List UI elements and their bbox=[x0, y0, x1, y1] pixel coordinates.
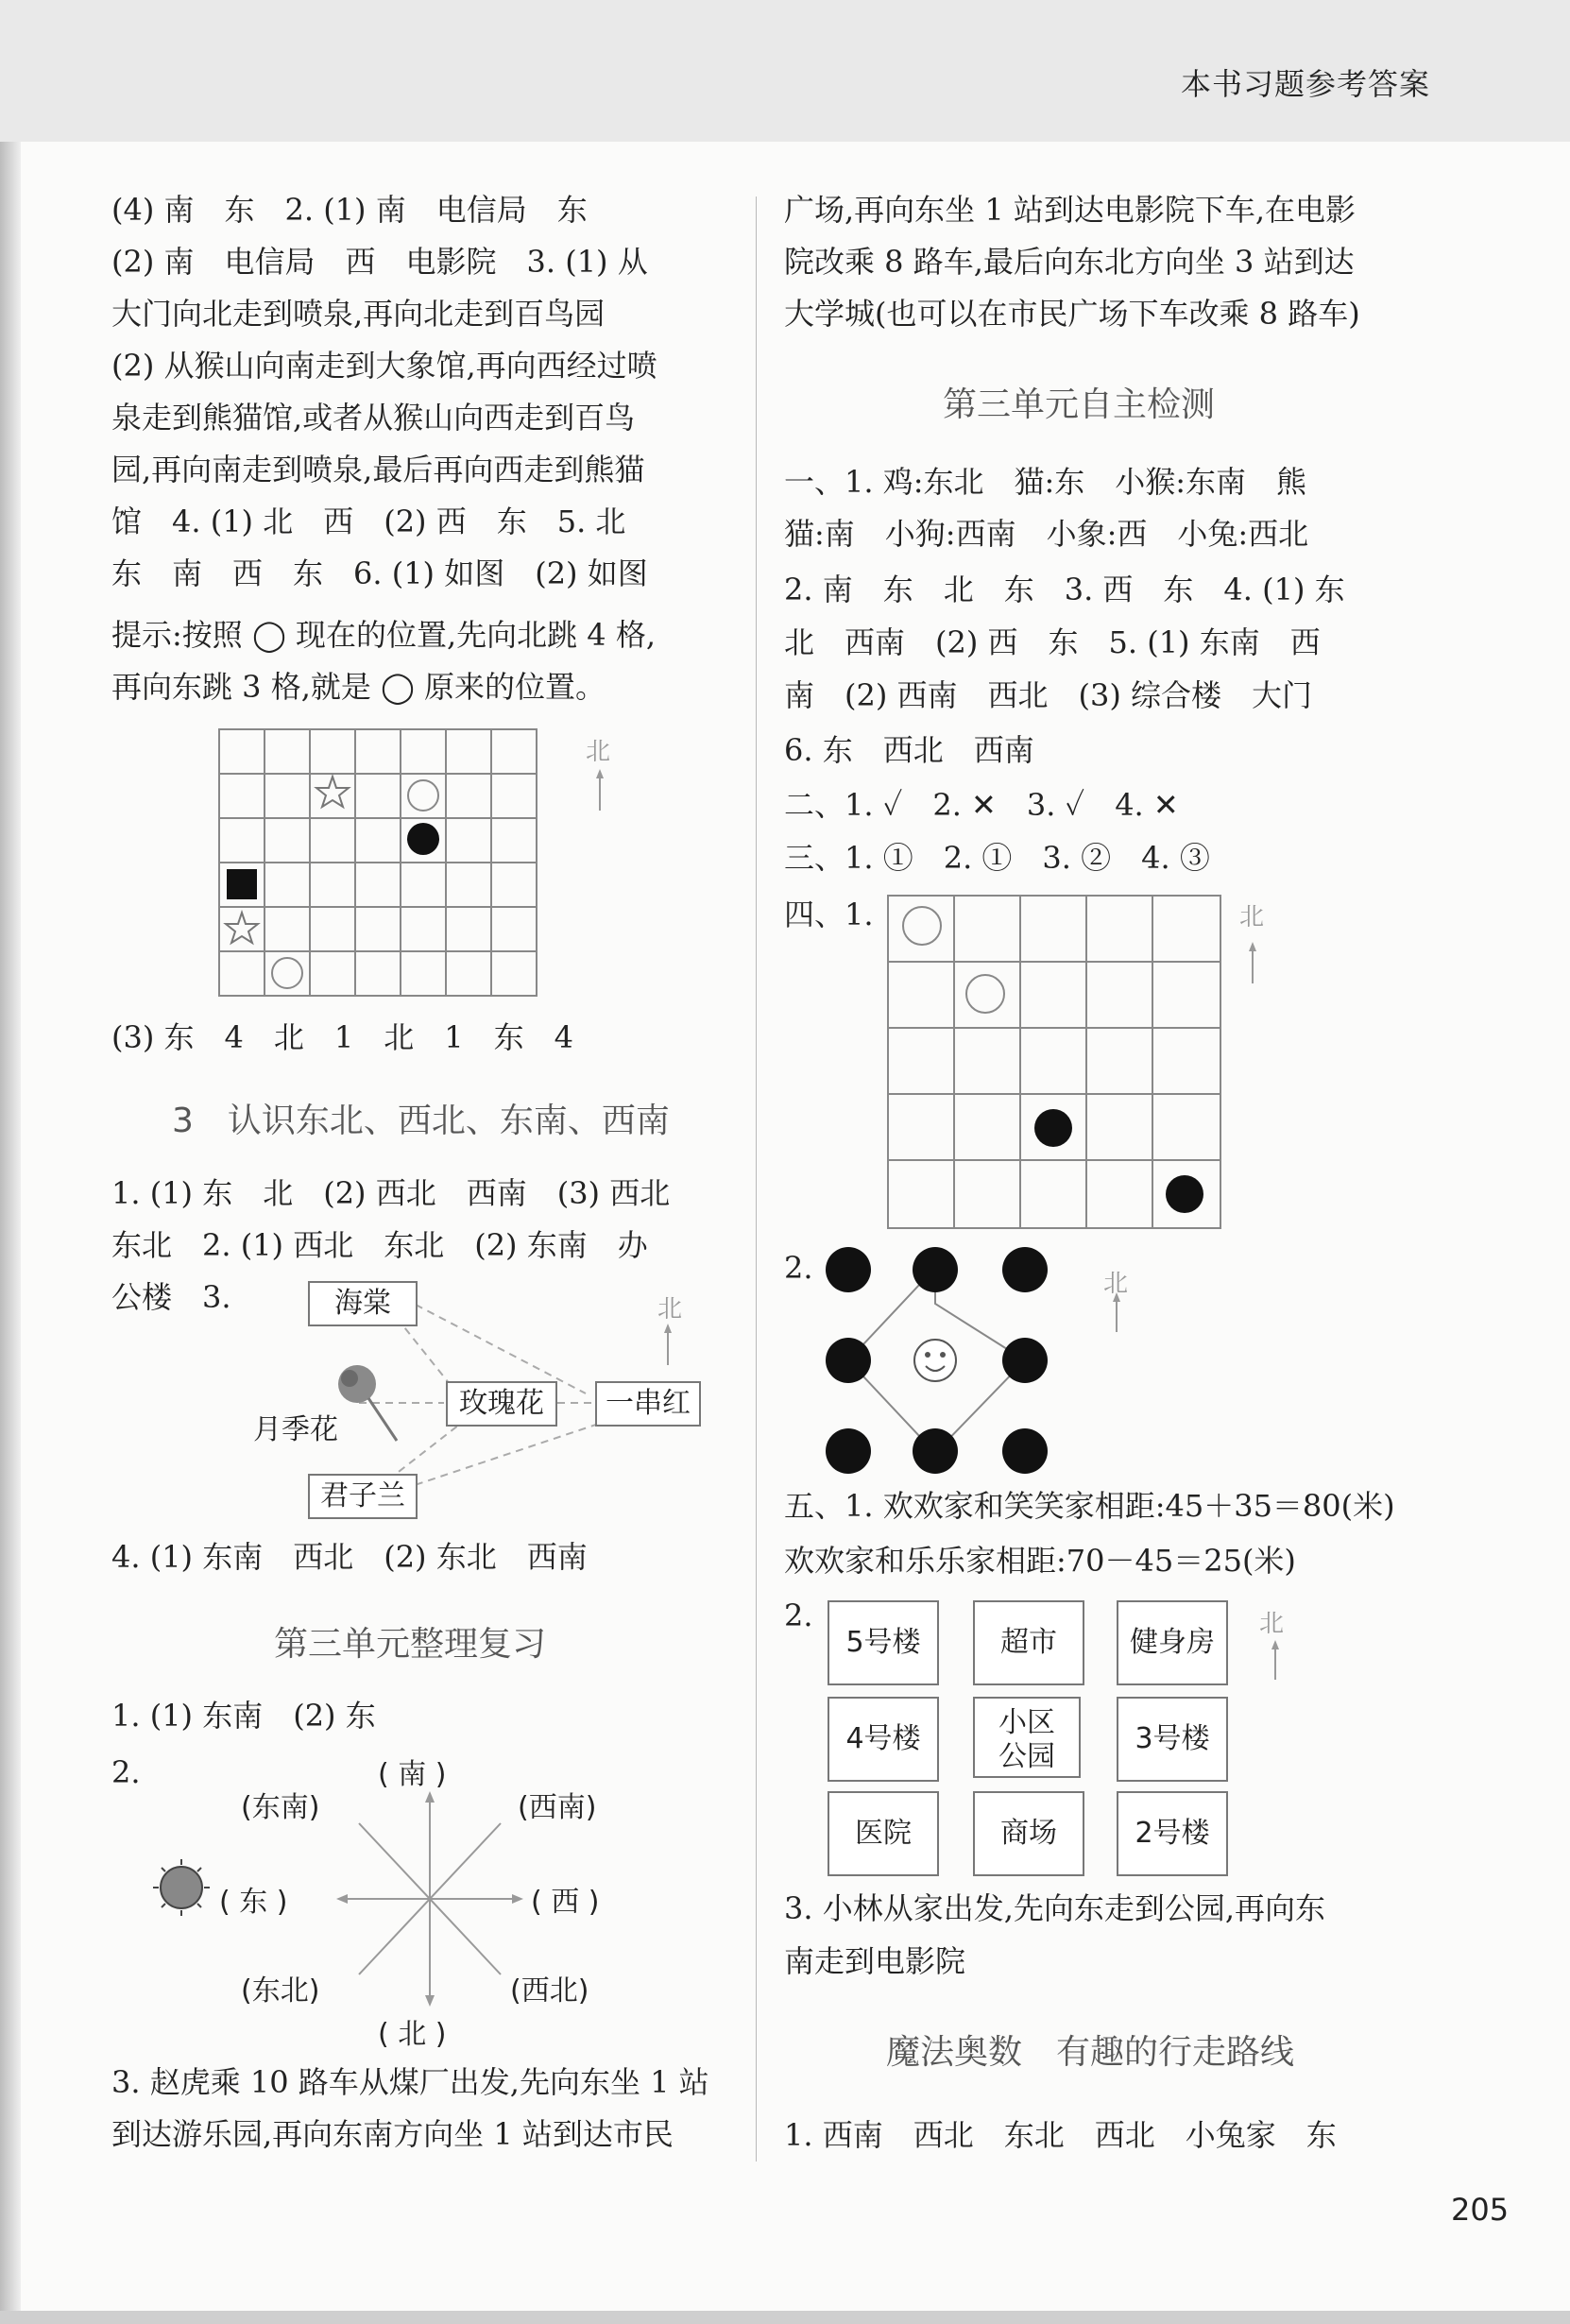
open-circle-icon bbox=[966, 975, 1004, 1013]
section3-line-1: 1. (1) 东 北 (2) 西北 西南 (3) 西北 bbox=[111, 1175, 671, 1211]
building-north-label: 北 bbox=[1259, 1610, 1285, 1638]
review-q1: 1. (1) 东南 (2) 东 bbox=[111, 1698, 376, 1734]
right-line-2: 院改乘 8 路车,最后向东北方向坐 3 站到达 bbox=[784, 244, 1355, 280]
left-line-9: 提示:按照 ◯ 现在的位置,先向北跳 4 格, bbox=[111, 617, 656, 653]
page-number: 205 bbox=[1451, 2192, 1510, 2228]
black-dot-icon bbox=[1166, 1175, 1203, 1213]
page-header-title: 本书习题参考答案 bbox=[1180, 66, 1430, 102]
map-box-yichuanhong: 一串红 bbox=[595, 1381, 701, 1427]
left-line-1: (4) 南 东 2. (1) 南 电信局 东 bbox=[111, 192, 588, 228]
dots-north-label: 北 bbox=[1103, 1270, 1129, 1298]
left-line-8: 东 南 西 东 6. (1) 如图 (2) 如图 bbox=[111, 555, 648, 591]
page-edge-left bbox=[0, 0, 21, 2324]
review-q2-label: 2. bbox=[111, 1754, 141, 1790]
building-5hao: 5号楼 bbox=[828, 1600, 939, 1685]
compass-right: ( 西 ) bbox=[531, 1886, 600, 1919]
four-label: 四、1. bbox=[784, 897, 874, 932]
compass-top-left: (东南) bbox=[241, 1791, 320, 1824]
test-line-2: 猫:南 小狗:西南 小象:西 小兔:西北 bbox=[784, 516, 1309, 552]
compass-bottom-right: (西北) bbox=[510, 1974, 589, 2008]
magic-title: 魔法奥数 有趣的行走路线 bbox=[886, 2033, 1295, 2072]
section3-line-2: 东北 2. (1) 西北 东北 (2) 东南 办 bbox=[111, 1227, 648, 1263]
test-line-5: 南 (2) 西南 西北 (3) 综合楼 大门 bbox=[784, 677, 1313, 713]
map-box-junzilan: 君子兰 bbox=[308, 1474, 418, 1519]
grid1-north-label: 北 bbox=[586, 738, 611, 766]
star-icon bbox=[226, 913, 258, 943]
compass-left: ( 东 ) bbox=[219, 1886, 288, 1919]
open-circle-icon bbox=[408, 780, 438, 811]
map-box-meiguihua: 玫瑰花 bbox=[446, 1381, 557, 1427]
five-line-2: 欢欢家和乐乐家相距:70－45＝25(米) bbox=[784, 1543, 1296, 1579]
building-supermarket: 超市 bbox=[973, 1600, 1084, 1685]
right-line-1: 广场,再向东坐 1 站到达电影院下车,在电影 bbox=[784, 192, 1357, 228]
left-line-7: 馆 4. (1) 北 西 (2) 西 东 5. 北 bbox=[111, 504, 626, 539]
grid2-north-label: 北 bbox=[1239, 903, 1265, 931]
open-circle-icon bbox=[903, 907, 941, 945]
section3-q4: 4. (1) 东南 西北 (2) 东北 西南 bbox=[111, 1539, 588, 1575]
test-title: 第三单元自主检测 bbox=[943, 385, 1216, 424]
magic-q1: 1. 西南 西北 东北 西北 小兔家 东 bbox=[784, 2117, 1337, 2153]
five-line-1: 五、1. 欢欢家和笑笑家相距:45＋35＝80(米) bbox=[784, 1488, 1395, 1524]
test-line-4: 北 西南 (2) 西 东 5. (1) 东南 西 bbox=[784, 624, 1321, 660]
test-line-1: 一、1. 鸡:东北 猫:东 小猴:东南 熊 bbox=[784, 464, 1307, 500]
compass-top-right: (西南) bbox=[518, 1791, 597, 1824]
compass-bottom: ( 北 ) bbox=[378, 2018, 447, 2051]
section3-title: 3 认识东北、西北、东南、西南 bbox=[172, 1102, 670, 1140]
black-dot-icon bbox=[407, 823, 439, 855]
sun-icon bbox=[153, 1859, 210, 1916]
dots-q2-label: 2. bbox=[784, 1250, 813, 1286]
grid2-figure bbox=[886, 894, 1283, 1234]
building-hospital: 医院 bbox=[828, 1791, 939, 1876]
section3-line-3: 公楼 3. bbox=[111, 1279, 231, 1315]
left-line-3: 大门向北走到喷泉,再向北走到百鸟园 bbox=[111, 296, 606, 332]
black-square-icon bbox=[227, 869, 257, 899]
review-q3-line-2: 到达游乐园,再向东南方向坐 1 站到达市民 bbox=[111, 2116, 674, 2152]
open-circle-icon bbox=[272, 958, 302, 988]
map-box-haitang: 海棠 bbox=[308, 1281, 418, 1326]
building-3hao: 3号楼 bbox=[1117, 1697, 1228, 1782]
building-mall: 商场 bbox=[973, 1791, 1084, 1876]
map-label-yuejihua: 月季花 bbox=[253, 1413, 338, 1446]
review-title: 第三单元整理复习 bbox=[274, 1625, 547, 1664]
five-q2-label: 2. bbox=[784, 1598, 813, 1633]
five-q3-line-2: 南走到电影院 bbox=[784, 1943, 966, 1979]
building-park-label: 小区公园 bbox=[998, 1706, 1055, 1773]
page-edge-bottom bbox=[0, 2311, 1570, 2324]
compass-bottom-left: (东北) bbox=[241, 1974, 320, 2008]
star-icon bbox=[316, 777, 349, 807]
right-line-3: 大学城(也可以在市民广场下车改乘 8 路车) bbox=[784, 296, 1360, 332]
left-line-4: (2) 从猴山向南走到大象馆,再向西经过喷 bbox=[111, 348, 657, 384]
jump-grid-figure bbox=[217, 727, 614, 1001]
left-line-2: (2) 南 电信局 西 电影院 3. (1) 从 bbox=[111, 244, 648, 280]
building-2hao: 2号楼 bbox=[1117, 1791, 1228, 1876]
building-4hao: 4号楼 bbox=[828, 1697, 939, 1782]
building-gym: 健身房 bbox=[1117, 1600, 1228, 1685]
left-line-10: 再向东跳 3 格,就是 ◯ 原来的位置。 bbox=[111, 669, 606, 705]
left-line-6: 园,再向南走到喷泉,最后再向西走到熊猫 bbox=[111, 452, 645, 487]
jump-grid-lines bbox=[219, 729, 537, 996]
left-line-5: 泉走到熊猫馆,或者从猴山向西走到百鸟 bbox=[111, 400, 636, 436]
column-divider bbox=[756, 197, 757, 2162]
review-q3-line-1: 3. 赵虎乘 10 路车从煤厂出发,先向东坐 1 站 bbox=[111, 2064, 709, 2100]
test-line-8: 三、1. ① 2. ① 3. ② 4. ③ bbox=[784, 840, 1210, 876]
test-line-3: 2. 南 东 北 东 3. 西 东 4. (1) 东 bbox=[784, 572, 1345, 607]
five-q3-line-1: 3. 小林从家出发,先向东走到公园,再向东 bbox=[784, 1890, 1326, 1926]
building-park bbox=[973, 1697, 1081, 1778]
smiley-icon bbox=[914, 1340, 956, 1381]
dots-figure bbox=[812, 1238, 1134, 1493]
compass-top: ( 南 ) bbox=[378, 1758, 447, 1791]
flower-map-north-label: 北 bbox=[657, 1295, 683, 1324]
black-dot-icon bbox=[1034, 1109, 1072, 1147]
left-answer-3: (3) 东 4 北 1 北 1 东 4 bbox=[111, 1019, 573, 1055]
test-line-6: 6. 东 西北 西南 bbox=[784, 732, 1034, 768]
test-line-7: 二、1. ✓ 2. ✕ 3. ✓ 4. ✕ bbox=[784, 787, 1179, 823]
